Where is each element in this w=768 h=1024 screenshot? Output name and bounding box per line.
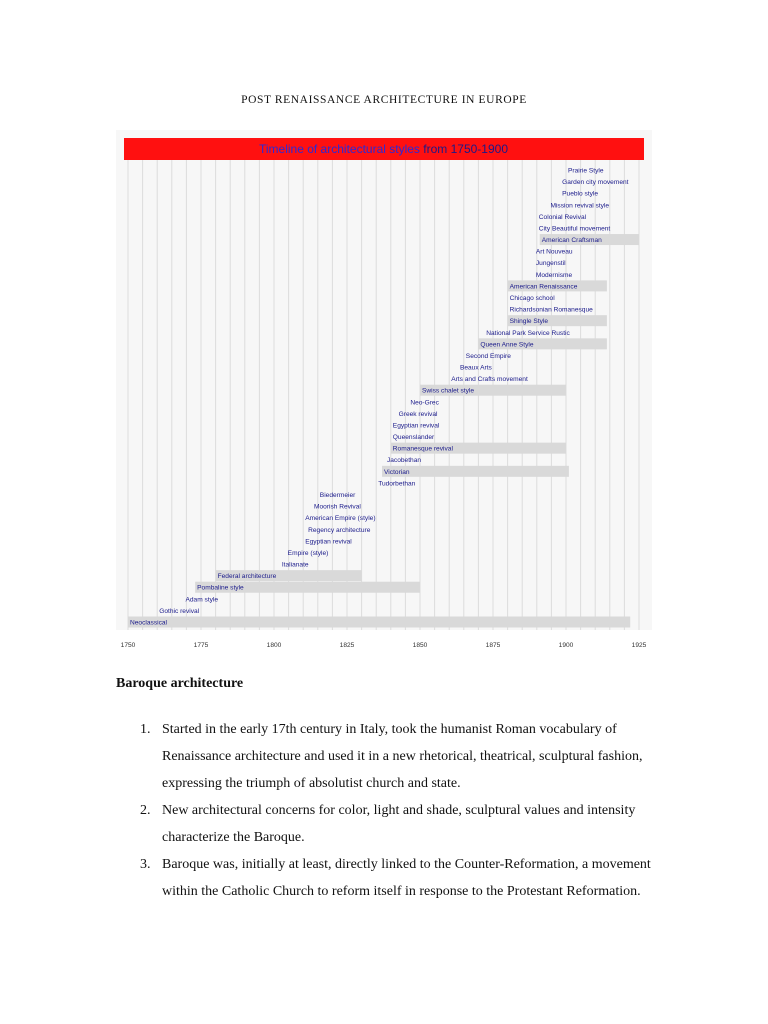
axis-tick-label: 1750 xyxy=(120,642,136,649)
style-label: Mission revival style xyxy=(550,202,610,210)
style-label: Chicago school xyxy=(509,294,555,302)
style-label: Arts and Crafts movement xyxy=(451,376,528,384)
style-label: Pombaline style xyxy=(197,584,244,592)
style-label: Beaux Arts xyxy=(459,364,492,372)
style-label: Egyptian revival xyxy=(305,538,352,546)
style-label: Neo-Grec xyxy=(410,399,439,407)
style-label: Empire (style) xyxy=(287,549,329,557)
axis-tick-label: 1775 xyxy=(193,642,209,649)
list-item-text: New architectural concerns for color, light and shade, sculptural values and intensity characterize the Baroque. xyxy=(162,803,636,845)
style-span-bar xyxy=(128,617,630,628)
style-span-bar xyxy=(382,466,569,477)
style-label: Federal architecture xyxy=(217,573,277,581)
style-label: Art Nouveau xyxy=(535,248,573,256)
style-label: Regency architecture xyxy=(308,526,371,534)
style-label: Pueblo style xyxy=(562,190,599,198)
style-label: Neoclassical xyxy=(130,619,168,627)
axis-tick-label: 1925 xyxy=(631,642,647,649)
style-label: Richardsonian Romanesque xyxy=(509,306,593,314)
axis-tick-label: 1900 xyxy=(558,642,574,649)
style-label: Shingle Style xyxy=(509,318,549,326)
list-item-number: 3. xyxy=(140,857,151,872)
list-item-number: 1. xyxy=(140,722,151,737)
list-item xyxy=(116,851,656,905)
axis-tick-label: 1850 xyxy=(412,642,428,649)
style-label: Second Empire xyxy=(465,352,511,360)
style-label: Queenslander xyxy=(392,434,435,442)
style-label: American Renaissance xyxy=(509,283,578,291)
style-label: Jacobethan xyxy=(386,457,422,465)
axis-tick-label: 1800 xyxy=(266,642,282,649)
numbered-list xyxy=(116,716,656,905)
list-item xyxy=(116,716,656,797)
style-label: Prairie Style xyxy=(568,167,604,175)
style-label: Victorian xyxy=(384,468,410,476)
list-item-number: 2. xyxy=(140,803,151,818)
list-item-text: Baroque was, initially at least, directly linked to the Counter-Reformation, a movement within the Catholic Church to reform itself in response to the Protestant Reformation. xyxy=(162,857,651,899)
style-label: Adam style xyxy=(185,596,219,604)
style-label: Egyptian revival xyxy=(392,422,440,430)
document-title: POST RENAISSANCE ARCHITECTURE IN EUROPE xyxy=(241,94,527,106)
axis-tick-label: 1875 xyxy=(485,642,501,649)
chart-title xyxy=(259,142,508,156)
style-label: City Beautiful movement xyxy=(538,225,611,233)
style-label: Italianate xyxy=(281,561,309,569)
style-label: Biedermeier xyxy=(319,492,356,500)
style-label: American Craftsman xyxy=(541,237,602,245)
style-label: Moorish Revival xyxy=(313,503,361,511)
chart-title-link[interactable]: Timeline of architectural styles xyxy=(258,142,420,156)
list-item-text: Started in the early 17th century in Italy, took the humanist Roman vocabulary of Renaissance architecture and used it in a new rhetorical, theatrical, sculptural fashion, expressing the triumph of absolutist church and state. xyxy=(162,722,643,791)
style-label: Jungenstil xyxy=(535,260,566,268)
list-item xyxy=(116,797,656,851)
architecture-timeline-chart xyxy=(116,130,652,652)
style-label: Greek revival xyxy=(398,410,438,418)
style-label: Garden city movement xyxy=(562,179,629,187)
chart-title-range: from 1750-1900 xyxy=(419,142,509,156)
style-label: Colonial Revival xyxy=(538,213,587,221)
style-label: Queen Anne Style xyxy=(480,341,534,349)
style-label: Swiss chalet style xyxy=(422,387,475,395)
style-label: National Park Service Rustic xyxy=(486,329,570,337)
style-label: Tudorbethan xyxy=(378,480,416,488)
style-label: American Empire (style) xyxy=(305,515,376,523)
section-heading: Baroque architecture xyxy=(116,676,244,691)
style-label: Gothic revival xyxy=(159,607,200,615)
axis-tick-label: 1825 xyxy=(339,642,355,649)
style-label: Modernisme xyxy=(535,271,573,279)
style-label: Romanesque revival xyxy=(392,445,453,453)
